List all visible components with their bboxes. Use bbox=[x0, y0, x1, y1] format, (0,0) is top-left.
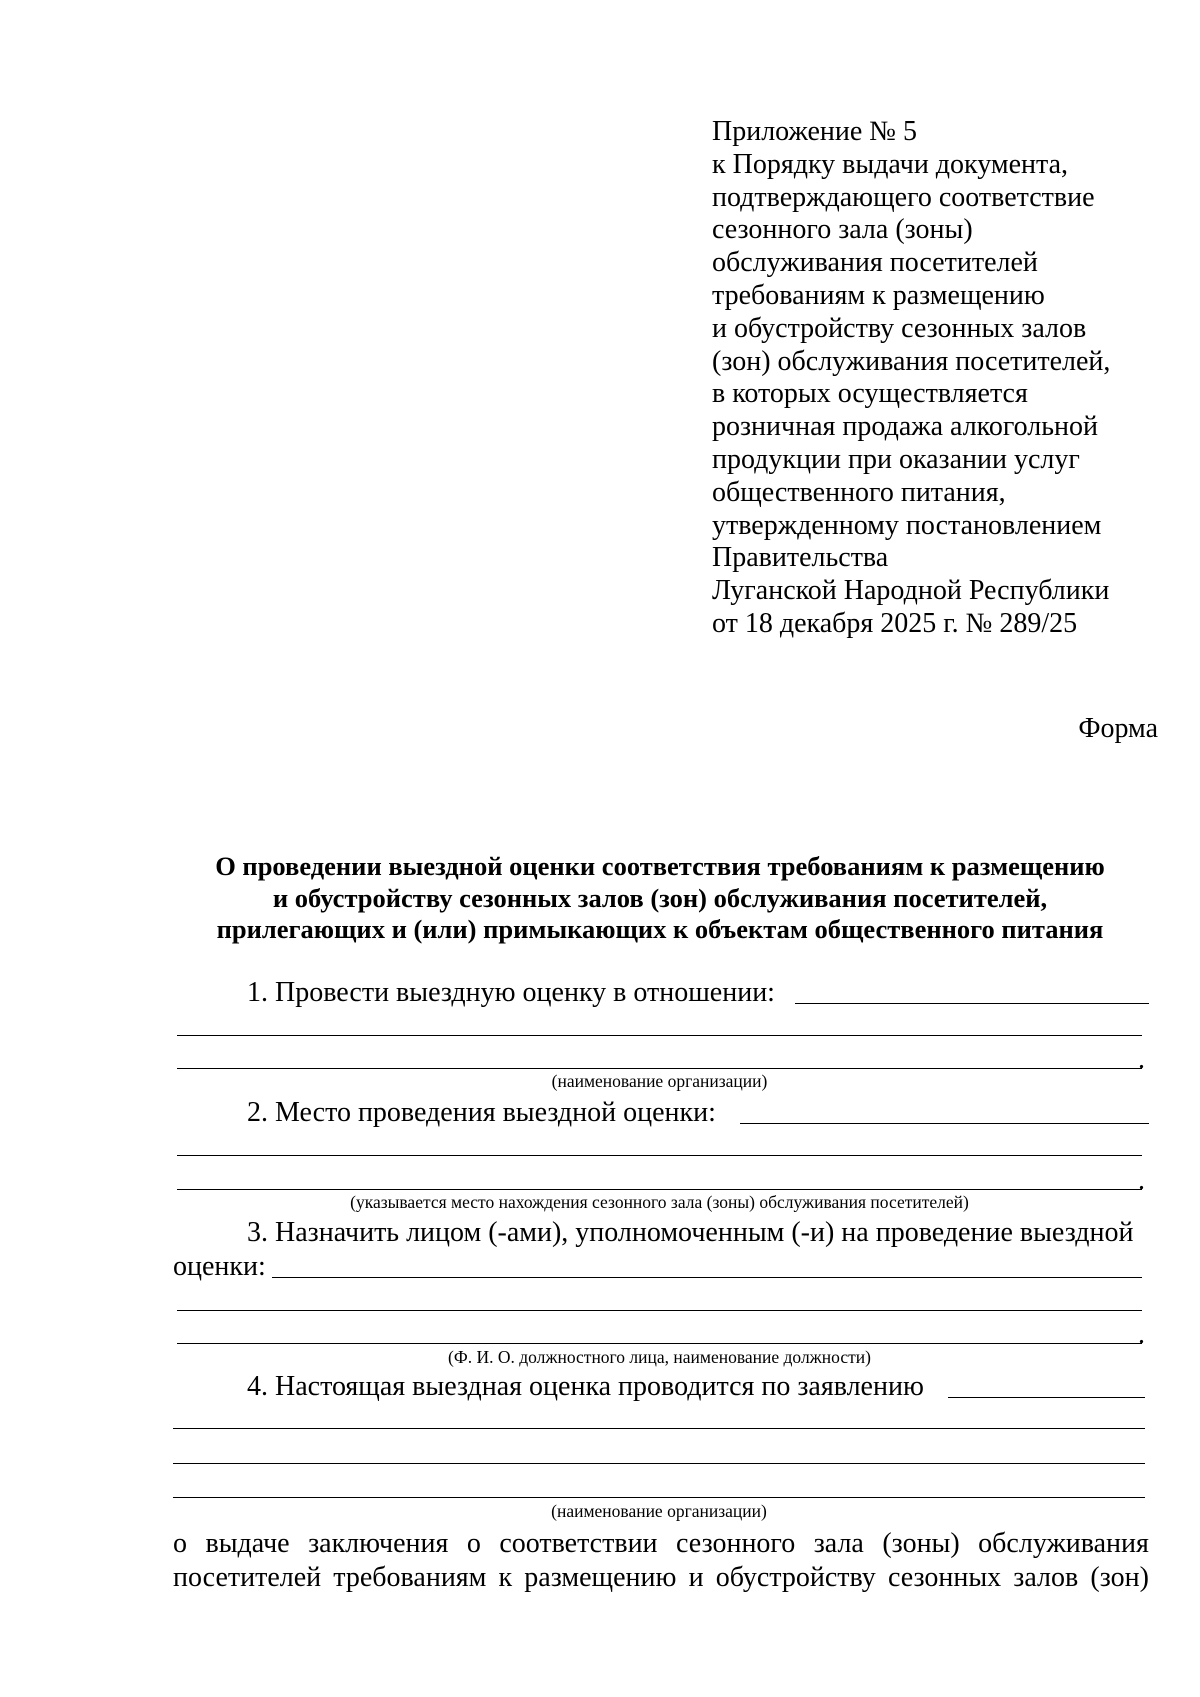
document-title bbox=[170, 851, 1150, 946]
word: выдаче bbox=[205, 1528, 290, 1559]
title-line: прилегающих и (или) примыкающих к объектам общественного питания bbox=[216, 914, 1104, 944]
item-3-text-line1: 3. Назначить лицом (-ами), уполномоченным (-и) на проведение выездной bbox=[247, 1217, 1134, 1248]
item-1-field-line[interactable] bbox=[177, 1068, 1142, 1069]
item-2-text: 2. Место проведения выездной оценки: bbox=[247, 1097, 716, 1128]
appendix-line: Приложение № 5 bbox=[712, 116, 917, 147]
appendix-line: сезонного зала (зоны) bbox=[712, 214, 973, 246]
paragraph-line-2 bbox=[173, 1561, 1149, 1595]
appendix-line: (зон) обслуживания посетителей, bbox=[712, 345, 1111, 377]
item-1-text: 1. Провести выездную оценку в отношении: bbox=[247, 977, 775, 1008]
item-3-text-line2: оценки: bbox=[173, 1251, 266, 1282]
item-4-field-line[interactable] bbox=[173, 1463, 1145, 1464]
item-1-field-inline[interactable] bbox=[795, 1003, 1149, 1004]
paragraph-line-1 bbox=[173, 1527, 1149, 1561]
word: сезонного bbox=[676, 1528, 796, 1559]
word: обустройству bbox=[715, 1562, 876, 1593]
item-2-caption: (указывается место нахождения сезонного зала (зоны) обслуживания посетителей) bbox=[350, 1192, 969, 1212]
word: (зоны) bbox=[882, 1528, 960, 1559]
appendix-line: продукции при оказании услуг bbox=[712, 443, 1080, 475]
item-1-field-line[interactable] bbox=[177, 1035, 1142, 1036]
word: о bbox=[173, 1528, 187, 1559]
final-paragraph bbox=[173, 1527, 1149, 1595]
appendix-line: общественного питания, bbox=[712, 476, 1006, 508]
appendix-line: требованиям к размещению bbox=[712, 279, 1045, 311]
word: заключения bbox=[308, 1528, 449, 1559]
item-4-field-inline[interactable] bbox=[948, 1397, 1145, 1398]
appendix-line: к Порядку выдачи документа, bbox=[712, 148, 1069, 180]
word: (зон) bbox=[1090, 1562, 1149, 1593]
appendix-line: Правительства bbox=[712, 542, 889, 574]
appendix-line: от 18 декабря 2025 г. № 289/25 bbox=[712, 607, 1078, 639]
item-3-field-inline[interactable] bbox=[272, 1277, 1142, 1278]
word: размещению bbox=[524, 1562, 677, 1593]
item-1-caption: (наименование организации) bbox=[551, 1071, 768, 1091]
item-2-period: . bbox=[1138, 1165, 1145, 1196]
title-line: и обустройству сезонных залов (зон) обслуживания посетителей, bbox=[272, 882, 1048, 913]
item-2-field-line[interactable] bbox=[177, 1189, 1142, 1190]
item-3-field-line[interactable] bbox=[177, 1310, 1142, 1311]
appendix-line: подтверждающего соответствие bbox=[712, 181, 1095, 213]
item-4-caption: (наименование организации) bbox=[551, 1501, 767, 1521]
item-3-caption: (Ф. И. О. должностного лица, наименование должности) bbox=[448, 1347, 871, 1367]
word: зала bbox=[813, 1528, 864, 1559]
word: залов bbox=[1013, 1562, 1079, 1593]
appendix-line: Луганской Народной Республики bbox=[712, 575, 1110, 607]
appendix-line: утвержденному постановлением bbox=[712, 509, 1102, 541]
appendix-line: розничная продажа алкогольной bbox=[712, 411, 1098, 443]
item-4-field-line[interactable] bbox=[173, 1428, 1145, 1429]
word: о bbox=[466, 1528, 481, 1559]
item-2-field-line[interactable] bbox=[177, 1155, 1142, 1156]
word: сезонных bbox=[887, 1562, 1002, 1593]
item-3-field-line[interactable] bbox=[177, 1343, 1142, 1344]
appendix-header bbox=[712, 116, 1182, 641]
word: и bbox=[688, 1562, 704, 1593]
word: к bbox=[498, 1562, 513, 1593]
appendix-line: обслуживания посетителей bbox=[712, 247, 1038, 279]
word: посетителей bbox=[173, 1562, 322, 1593]
item-3-period: . bbox=[1138, 1319, 1145, 1350]
item-4-text: 4. Настоящая выездная оценка проводится по заявлению bbox=[247, 1371, 924, 1402]
title-line: О проведении выездной оценки соответствия требованиям к размещению bbox=[215, 851, 1105, 881]
item-2-field-inline[interactable] bbox=[740, 1123, 1149, 1124]
appendix-line: в которых осуществляется bbox=[712, 378, 1028, 410]
item-4-field-line[interactable] bbox=[173, 1497, 1145, 1498]
word: соответствии bbox=[499, 1528, 658, 1559]
word: требованиям bbox=[333, 1562, 487, 1593]
form-label: Форма bbox=[1078, 713, 1158, 744]
item-1-period: . bbox=[1138, 1044, 1145, 1075]
word: обслуживания bbox=[978, 1528, 1149, 1559]
appendix-line: и обустройству сезонных залов bbox=[712, 312, 1087, 344]
